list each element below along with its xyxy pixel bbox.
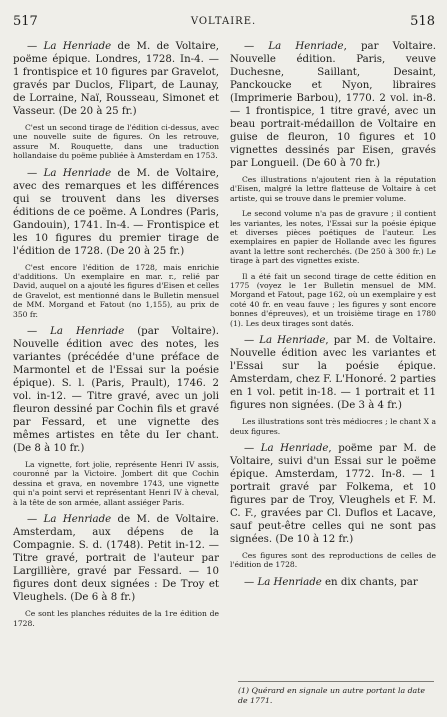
entry-description: (par Voltaire). Nouvelle édition avec des notes, les variantes (précédée d'une préface de Marmontel et de l'Essai sur la poésie épique). S. l. (Paris, Prault), 1746. 2 vol. in-12. — Titre gravé, avec un joli fleuron dessiné par Cochin fils et gravé par Fessard, et une vignette des mêmes artistes en tête du Ier chant. (De 8 à 10 fr.) — [13, 326, 219, 455]
running-title: VOLTAIRE. — [190, 16, 257, 27]
entry-description: en dix chants, par — [321, 576, 418, 588]
entry-description: de M. de Voltaire. Amsterdam, aux dépens de la Compagnie. S. d. (1748). Petit in-12. — Titre gravé, portrait de l'auteur par Largillière, gravé par Fessard. — 10 figures dont deux signées : De Troy et Vleughels. (De 6 à 8 fr.) — [13, 514, 219, 604]
entry-title: La Henriade — [257, 576, 322, 588]
entry-dash: — — [27, 326, 51, 338]
entry-note: Le second volume n'a pas de gravure ; il contient les variantes, les notes, l'Essai sur la poésie épique et diverses pièces poétiques de l'auteur. Les exemplaires en papier de Hollande avec les figures avant la lettre sont recherchés. (De 250 à 300 fr.) Le tirage à part des vignettes existe. — [230, 209, 436, 266]
page-number-left: 517 — [13, 14, 38, 29]
entry-description: , par Voltaire. Nouvelle édition. Paris, veuve Duchesne, Saillant, Desaint, Panckoucke et Nyon, libraires (Imprimerie Barbou), 1770. 2 vol. in-8. — 1 frontispice, 1 titre gravé, avec un beau portrait-médaillon de Voltaire en guise de fleuron, 10 figures et 10 vignettes dessinés par Eisen, gravés par Longueil. (De 60 à 70 fr.) — [230, 41, 436, 169]
entry-title: La Henriade — [43, 514, 112, 526]
entry-note: Ces illustrations n'ajoutent rien à la réputation d'Eisen, malgré la lettre flatteuse de Voltaire à cet artiste, qui se trouve dans le premier volume. — [230, 175, 436, 203]
page-number-right: 518 — [410, 14, 435, 29]
bibliography-entry — [230, 334, 436, 412]
entry-note: Ce sont les planches réduites de la 1re édition de 1728. — [13, 609, 219, 628]
entry-dash: — — [27, 167, 44, 179]
entry-title: La Henriade — [268, 41, 344, 52]
bibliography-entry — [230, 442, 436, 546]
entry-note: Ces figures sont des reproductions de celles de l'édition de 1728. — [230, 550, 436, 570]
entry-dash: — — [244, 442, 261, 454]
entry-title: La Henriade — [43, 41, 112, 52]
entry-dash: — — [27, 41, 44, 52]
entry-dash: — — [244, 41, 269, 52]
entry-dash: — — [244, 335, 260, 347]
bibliography-entry — [13, 40, 219, 118]
bibliography-entry — [13, 325, 219, 455]
entry-note: C'est un second tirage de l'édition ci-dessus, avec une nouvelle suite de figures. On les retrouve, assure M. Rouquette, dans une traduction hollandaise du poëme publiée à Amsterdam en 1753. — [13, 123, 219, 161]
entry-title: La Henriade — [259, 335, 326, 347]
entry-dash: — — [244, 576, 258, 588]
entry-title: La Henriade — [43, 167, 112, 179]
bibliography-entry — [13, 167, 219, 258]
entry-note: Il a été fait un second tirage de cette édition en 1775 (voyez le 1er Bulletin mensuel de MM. Morgand et Fatout, page 162, où un exemplaire y est coté 40 fr. en veau fauve ; les figures y sont encore bonnes d'épreuves), et un troisième tirage en 1780 (1). Les deux tirages sont datés. — [230, 271, 436, 328]
page-header — [0, 14, 447, 30]
entry-description: de M. de Voltaire, avec des remarques et les différences qui se trouvent dans les diverses éditions de ce poëme. A Londres (Paris, Gandouin), 1741. In-4. — Frontispice et les 10 figures du premier tirage de l'édition de 1728. (De 20 à 25 fr.) — [13, 167, 219, 257]
entry-description: , par M. de Voltaire. Nouvelle édition avec les variantes et l'Essai sur la poésie épique. Amsterdam, chez F. L'Honoré. 2 parties en 1 vol. petit in-18. — 1 portrait et 11 figures non signées. (De 3 à 4 fr.) — [230, 335, 436, 412]
entry-title: La Henriade — [50, 326, 125, 338]
bibliography-entry — [230, 40, 436, 170]
entry-note: La vignette, fort jolie, représente Henri IV assis, couronné par la Victoire. Jombert dit que Cochin dessina et grava, en novembre 1743, une vignette qui n'a point servi et représentant Henri IV à cheval, à la tête de son armée, allant assiéger Paris. — [13, 460, 219, 507]
entry-description: de M. de Voltaire, poëme épique. Londres, 1728. In-4. — 1 frontispice et 10 figures par Gravelot, gravés par Duclos, Flipart, de Launay, de Lorraine, Naï, Rousseau, Simonet et Vasseur. (De 20 à 25 fr.) — [13, 41, 219, 117]
left-column — [13, 40, 219, 634]
footnote: (1) Quérard en signale un autre portant la date de 1771. — [238, 681, 434, 705]
bibliography-entry — [230, 576, 436, 589]
entry-description: , poëme par M. de Voltaire, suivi d'un Essai sur le poëme épique. Amsterdam, 1772. In-8. — 1 portrait gravé par Folkema, et 10 figures par de Troy, Vleughels et F. M. C. F., gravées par Cl. Duflos et Lacave, sauf peut-être celles qui ne sont pas signées. (De 10 à 12 fr.) — [230, 442, 436, 545]
right-column — [230, 40, 436, 594]
entry-note: Les illustrations sont très médiocres ; le chant X a deux figures. — [230, 417, 436, 436]
entry-dash: — — [27, 514, 44, 526]
entry-title: La Henriade — [260, 442, 329, 454]
entry-note: C'est encore l'édition de 1728, mais enrichie d'additions. Un exemplaire en mar. r., relié par David, auquel on a ajouté les figures d'Eisen et celles de Gravelot, est mentionné dans le Bulletin mensuel de MM. Morgand et Fatout (no 1,155), au prix de 350 fr. — [13, 262, 219, 319]
bibliography-entry — [13, 513, 219, 604]
